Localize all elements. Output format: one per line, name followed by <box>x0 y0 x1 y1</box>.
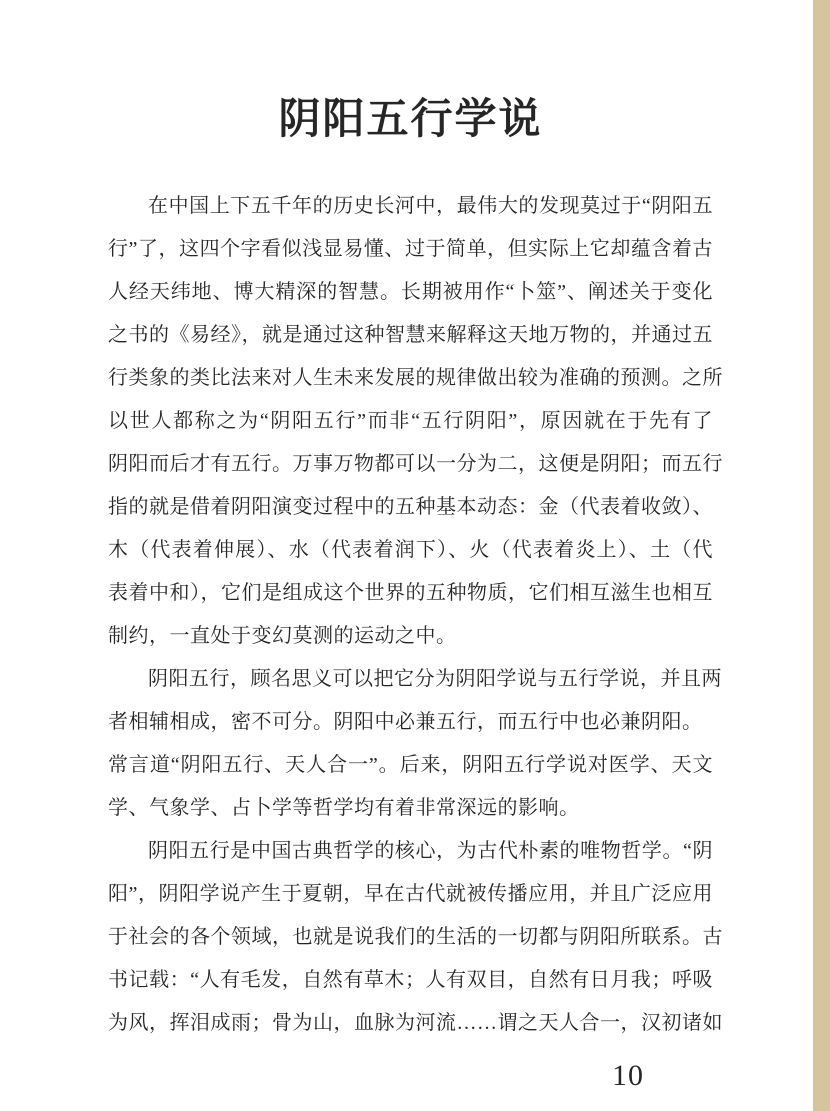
text-line: 者相辅相成，密不可分。阴阳中必兼五行，而五行中也必兼阴阳。 <box>108 711 703 733</box>
text-line: 表着中和），它们是组成这个世界的五种物质，它们相互滋生也相互 <box>108 582 713 604</box>
text-line: 阴阳而后才有五行。万事万物都可以一分为二，这便是阴阳；而五行 <box>108 453 723 475</box>
text-line: 行”了，这四个字看似浅显易懂、过于简单，但实际上它却蕴含着古 <box>108 238 713 260</box>
text-line: 指的就是借着阴阳演变过程中的五种基本动态：金（代表着收敛）、 <box>108 496 713 518</box>
text-line: 之书的《易经》，就是通过这种智慧来解释这天地万物的，并通过五 <box>108 324 713 346</box>
text-line: 木（代表着伸展）、水（代表着润下）、火（代表着炎上）、土（代 <box>108 539 713 561</box>
text-line: 在中国上下五千年的历史长河中，最伟大的发现莫过于“阴阳五 <box>148 195 713 217</box>
text-line: 书记载：“人有毛发，自然有草木；人有双目，自然有日月我；呼吸 <box>108 969 713 991</box>
text-line: 为风，挥泪成雨；骨为山，血脉为河流……谓之天人合一，汉初诸如 <box>108 1012 723 1034</box>
text-line: 学、气象学、占卜学等哲学均有着非常深远的影响。 <box>108 797 580 819</box>
text-line: 行类象的类比法来对人生未来发展的规律做出较为准确的预测。之所 <box>108 367 723 389</box>
text-line: 阳”，阴阳学说产生于夏朝，早在古代就被传播应用，并且广泛应用 <box>108 883 713 905</box>
text-line: 人经天纬地、博大精深的智慧。长期被用作“卜筮”、阐述关于变化 <box>108 281 713 303</box>
text-line: 制约，一直处于变幻莫测的运动之中。 <box>108 625 457 647</box>
body-text <box>108 185 723 1045</box>
text-line: 阴阳五行，顾名思义可以把它分为阴阳学说与五行学说，并且两 <box>148 668 722 690</box>
chapter-title: 阴阳五行学说 <box>278 97 543 143</box>
page-edge-strip <box>813 0 830 1111</box>
text-line: 于社会的各个领域，也就是说我们的生活的一切都与阴阳所联系。古 <box>108 926 723 948</box>
text-line: 常言道“阴阳五行、天人合一”。后来，阴阳五行学说对医学、天文 <box>108 754 713 776</box>
page-number: 10 <box>612 1059 644 1092</box>
text-line: 以世人都称之为“阴阳五行”而非“五行阴阳”，原因就在于先有了 <box>108 410 713 432</box>
text-line: 阴阳五行是中国古典哲学的核心，为古代朴素的唯物哲学。“阴 <box>148 840 713 862</box>
